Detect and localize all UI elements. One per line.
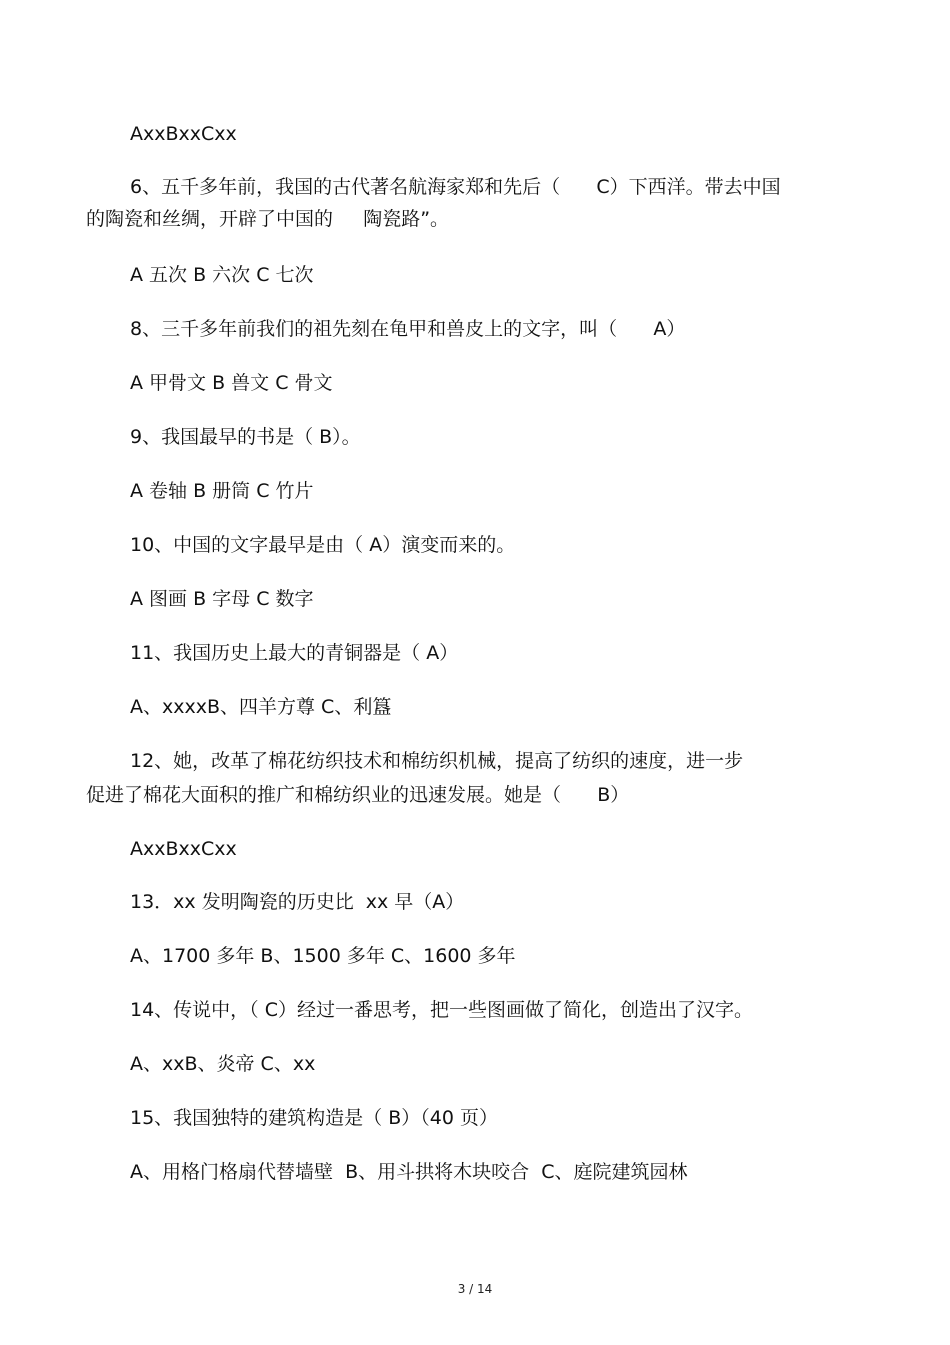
answer-options-line: AxxBxxCxx <box>130 123 237 145</box>
question-14-text: 14、传说中，（ C）经过一番思考，把一些图画做了简化，创造出了汉字。 <box>130 999 753 1021</box>
question-6-options: A 五次 B 六次 C 七次 <box>130 264 314 286</box>
question-9-text: 9、我国最早的书是（ B）。 <box>130 426 361 448</box>
question-8-text: 8、三千多年前我们的祖先刻在龟甲和兽皮上的文字，叫（ A） <box>130 318 686 340</box>
question-12-text-continued: 促进了棉花大面积的推广和棉纺织业的迅速发展。她是（ B） <box>86 784 630 806</box>
question-15-text: 15、我国独特的建筑构造是（ B）（40 页） <box>130 1107 498 1129</box>
question-13-text: 13．xx 发明陶瓷的历史比 xx 早（A） <box>130 891 465 913</box>
question-11-options: A、xxxxB、四羊方尊 C、利簋 <box>130 696 392 718</box>
question-10-text: 10、中国的文字最早是由（ A）演变而来的。 <box>130 534 516 556</box>
question-14-options: A、xxB、炎帝 C、xx <box>130 1053 316 1075</box>
question-6-text-continued: 的陶瓷和丝绸，开辟了中国的 陶瓷路”。 <box>86 208 450 230</box>
question-12-options: AxxBxxCxx <box>130 838 237 860</box>
question-13-options: A、1700 多年 B、1500 多年 C、1600 多年 <box>130 945 516 967</box>
question-9-options: A 卷轴 B 册筒 C 竹片 <box>130 480 314 502</box>
question-8-options: A 甲骨文 B 兽文 C 骨文 <box>130 372 333 394</box>
question-6-text: 6、五千多年前，我国的古代著名航海家郑和先后（ C）下西洋。带去中国 <box>130 176 781 198</box>
question-15-options: A、用格门格扇代替墙壁 B、用斗拱将木块咬合 C、庭院建筑园林 <box>130 1161 688 1183</box>
question-12-text: 12、她，改革了棉花纺织技术和棉纺织机械，提高了纺织的速度，进一步 <box>130 750 744 772</box>
question-11-text: 11、我国历史上最大的青铜器是（ A） <box>130 642 459 664</box>
question-10-options: A 图画 B 字母 C 数字 <box>130 588 314 610</box>
page-number: 3 / 14 <box>457 1282 493 1296</box>
